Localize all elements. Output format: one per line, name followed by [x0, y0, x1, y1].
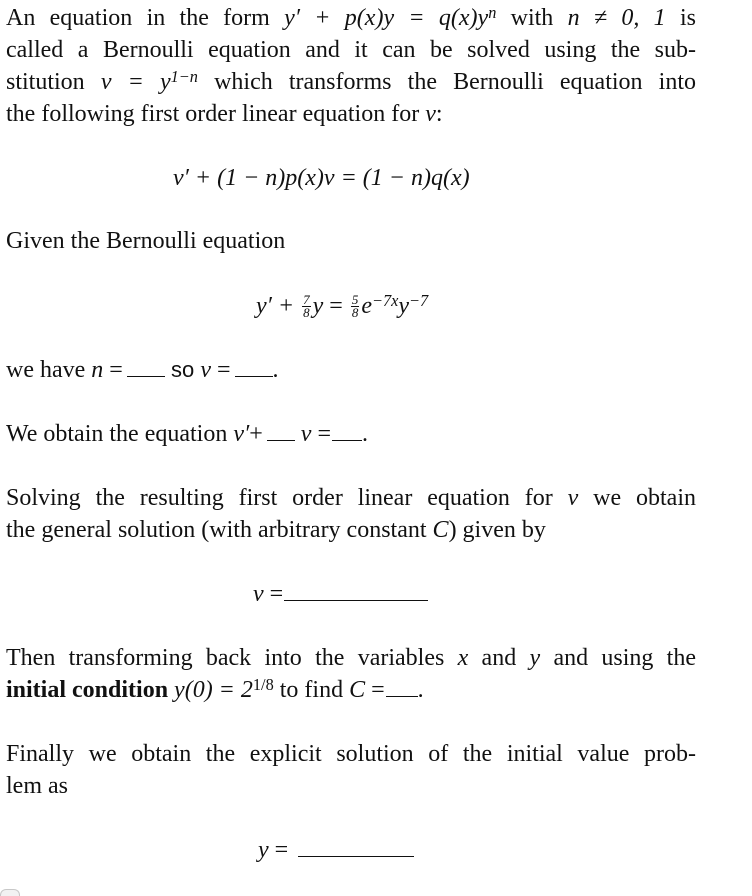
intro-line-4: the following first order linear equation for v: [6, 101, 443, 127]
solving-line-2: the general solution (with arbitrary constant C) given by [6, 517, 546, 543]
transform-line-2: initial condition $y(0) = 2^{1/8}$ to find C = . [6, 674, 424, 703]
intro-paragraph [6, 2, 696, 130]
rhs-answer-field[interactable] [332, 439, 362, 441]
intro-line-1: An equation in the form $y' + p(x)y = q(x)y^n$ with n ≠ 0, 1 is [6, 2, 696, 31]
initial-condition-label: initial condition [6, 677, 169, 703]
given-label: Given the Bernoulli equation [6, 228, 286, 254]
y-solution-line: y = [258, 834, 414, 866]
we-have-line: we have n = so v = . [6, 357, 279, 383]
v-substitution-answer-field[interactable] [235, 375, 273, 377]
linear-equation: v′ + (1 − n)p(x)v = (1 − n)q(x) [173, 165, 470, 191]
solving-line-1: Solving the resulting first order linear equation for v we obtain [6, 485, 697, 511]
v-solution-answer-field[interactable] [284, 599, 428, 601]
transform-paragraph [6, 642, 696, 706]
obtain-equation-line: We obtain the equation v′+ v = . [6, 421, 368, 447]
initial-condition: $y(0) = 2^{1/8}$ [168, 674, 274, 703]
finally-paragraph [6, 738, 696, 802]
transform-line-1: Then transforming back into the variables x and y and using the [6, 645, 697, 671]
substitution: $v = y^{1-n}$ [100, 66, 198, 95]
finally-line-2: lem as [6, 773, 68, 799]
fraction-7-8: $\frac{7}{8}$ [303, 292, 310, 321]
finally-line-1: Finally we obtain the explicit solution of the initial value prob- [6, 741, 696, 767]
solving-paragraph [6, 482, 696, 546]
scrollbar-corner[interactable] [0, 889, 20, 896]
fraction-5-8: $\frac{5}{8}$ [351, 292, 359, 321]
y-solution-answer-field[interactable] [298, 855, 414, 857]
coefficient-answer-field[interactable] [267, 439, 295, 441]
intro-line-3: stitution $v = y^{1-n}$ which transforms the Bernoulli equation into [6, 66, 697, 95]
n-condition: n ≠ 0, 1 [567, 5, 666, 31]
c-answer-field[interactable] [386, 695, 418, 697]
n-answer-field[interactable] [127, 375, 165, 377]
v-solution-line: v = [253, 578, 428, 610]
bernoulli-equation: y′ + $\frac{7}{8}$ y = $\frac{5}{8}$ $e^{-7x}y^{-7}$ [256, 290, 429, 321]
bernoulli-form: $y' + p(x)y = q(x)y^n$ [284, 2, 497, 31]
intro-line-2: called a Bernoulli equation and it can be solved using the sub- [6, 37, 696, 63]
